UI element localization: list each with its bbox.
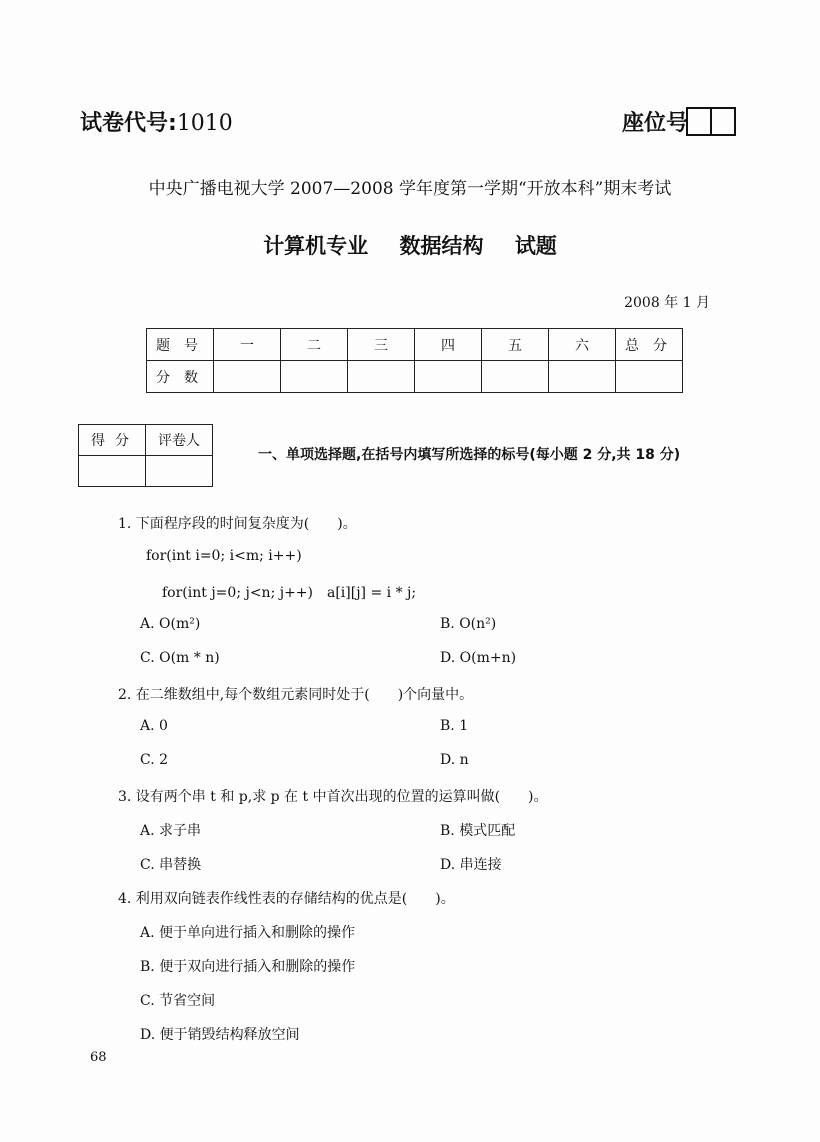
question-3-option-c[interactable]: C. 串替换 [140, 857, 202, 873]
seat-box-2[interactable] [710, 107, 736, 136]
seat-label: 座位号 [622, 111, 689, 136]
question-1-code-line-1: for(int i=0; i<m; i++) [146, 548, 302, 564]
question-1-option-b[interactable]: B. O(n²) [440, 616, 497, 632]
question-4-option-a[interactable]: A. 便于单向进行插入和删除的操作 [140, 925, 356, 941]
question-1-option-d[interactable]: D. O(m+n) [440, 650, 517, 666]
score-col-1: 一 [214, 329, 281, 361]
question-4-stem: 4. 利用双向链表作线性表的存储结构的优点是( )。 [118, 891, 455, 907]
question-3-option-b[interactable]: B. 模式匹配 [440, 823, 516, 839]
question-2-stem: 2. 在二维数组中,每个数组元素同时处于( )个向量中。 [118, 687, 474, 703]
question-2-option-c[interactable]: C. 2 [140, 752, 169, 768]
score-value-label: 分数 [147, 361, 214, 393]
subject-kind: 试题 [514, 234, 557, 258]
question-2-option-a[interactable]: A. 0 [140, 718, 168, 734]
score-col-4: 四 [415, 329, 482, 361]
grader-name-cell[interactable] [146, 456, 213, 487]
question-3-option-d[interactable]: D. 串连接 [440, 857, 502, 873]
grader-score-cell[interactable] [79, 456, 146, 487]
exam-date: 2008 年 1 月 [624, 295, 710, 311]
score-col-total: 总分 [616, 329, 683, 361]
page-number: 68 [90, 1050, 107, 1065]
score-table-value-row [147, 361, 683, 393]
grader-table [78, 424, 213, 487]
grader-score-label: 得分 [79, 425, 146, 456]
score-cell[interactable] [281, 361, 348, 393]
question-1-option-a[interactable]: A. O(m²) [140, 616, 201, 632]
exam-code-label: 试卷代号: [80, 111, 177, 136]
score-cell[interactable] [348, 361, 415, 393]
question-1-stem: 1. 下面程序段的时间复杂度为( )。 [118, 516, 357, 532]
score-cell[interactable] [616, 361, 683, 393]
score-cell[interactable] [415, 361, 482, 393]
subject-major: 计算机专业 [263, 234, 369, 258]
subject-course: 数据结构 [399, 234, 484, 258]
exam-code-value: 1010 [176, 111, 233, 136]
score-col-2: 二 [281, 329, 348, 361]
question-4-option-d[interactable]: D. 便于销毁结构释放空间 [140, 1027, 300, 1043]
exam-title: 中央广播电视大学 2007—2008 学年度第一学期“开放本科”期末考试 [148, 179, 672, 199]
score-cell[interactable] [214, 361, 281, 393]
score-cell[interactable] [482, 361, 549, 393]
score-cell[interactable] [549, 361, 616, 393]
grader-name-label: 评卷人 [146, 425, 213, 456]
question-1-code-line-2: for(int j=0; j<n; j++) a[i][j] = i * j; [162, 585, 417, 601]
question-4-option-c[interactable]: C. 节省空间 [140, 993, 216, 1009]
subject-title [0, 230, 820, 260]
section-1-title: 一、单项选择题,在括号内填写所选择的标号(每小题 2 分,共 18 分) [258, 447, 681, 463]
seat-number [622, 106, 736, 137]
question-2-option-b[interactable]: B. 1 [440, 718, 469, 734]
exam-code [80, 106, 233, 137]
score-table-header-row [147, 329, 683, 361]
score-row-label: 题号 [147, 329, 214, 361]
score-table [146, 328, 683, 393]
question-4-option-b[interactable]: B. 便于双向进行插入和删除的操作 [140, 959, 356, 975]
score-col-6: 六 [549, 329, 616, 361]
score-col-5: 五 [482, 329, 549, 361]
question-3-stem: 3. 设有两个串 t 和 p,求 p 在 t 中首次出现的位置的运算叫做( )。 [118, 789, 548, 805]
question-1-option-c[interactable]: C. O(m * n) [140, 650, 220, 666]
question-2-option-d[interactable]: D. n [440, 752, 469, 768]
score-col-3: 三 [348, 329, 415, 361]
seat-box-1[interactable] [686, 107, 712, 136]
question-3-option-a[interactable]: A. 求子串 [140, 823, 202, 839]
